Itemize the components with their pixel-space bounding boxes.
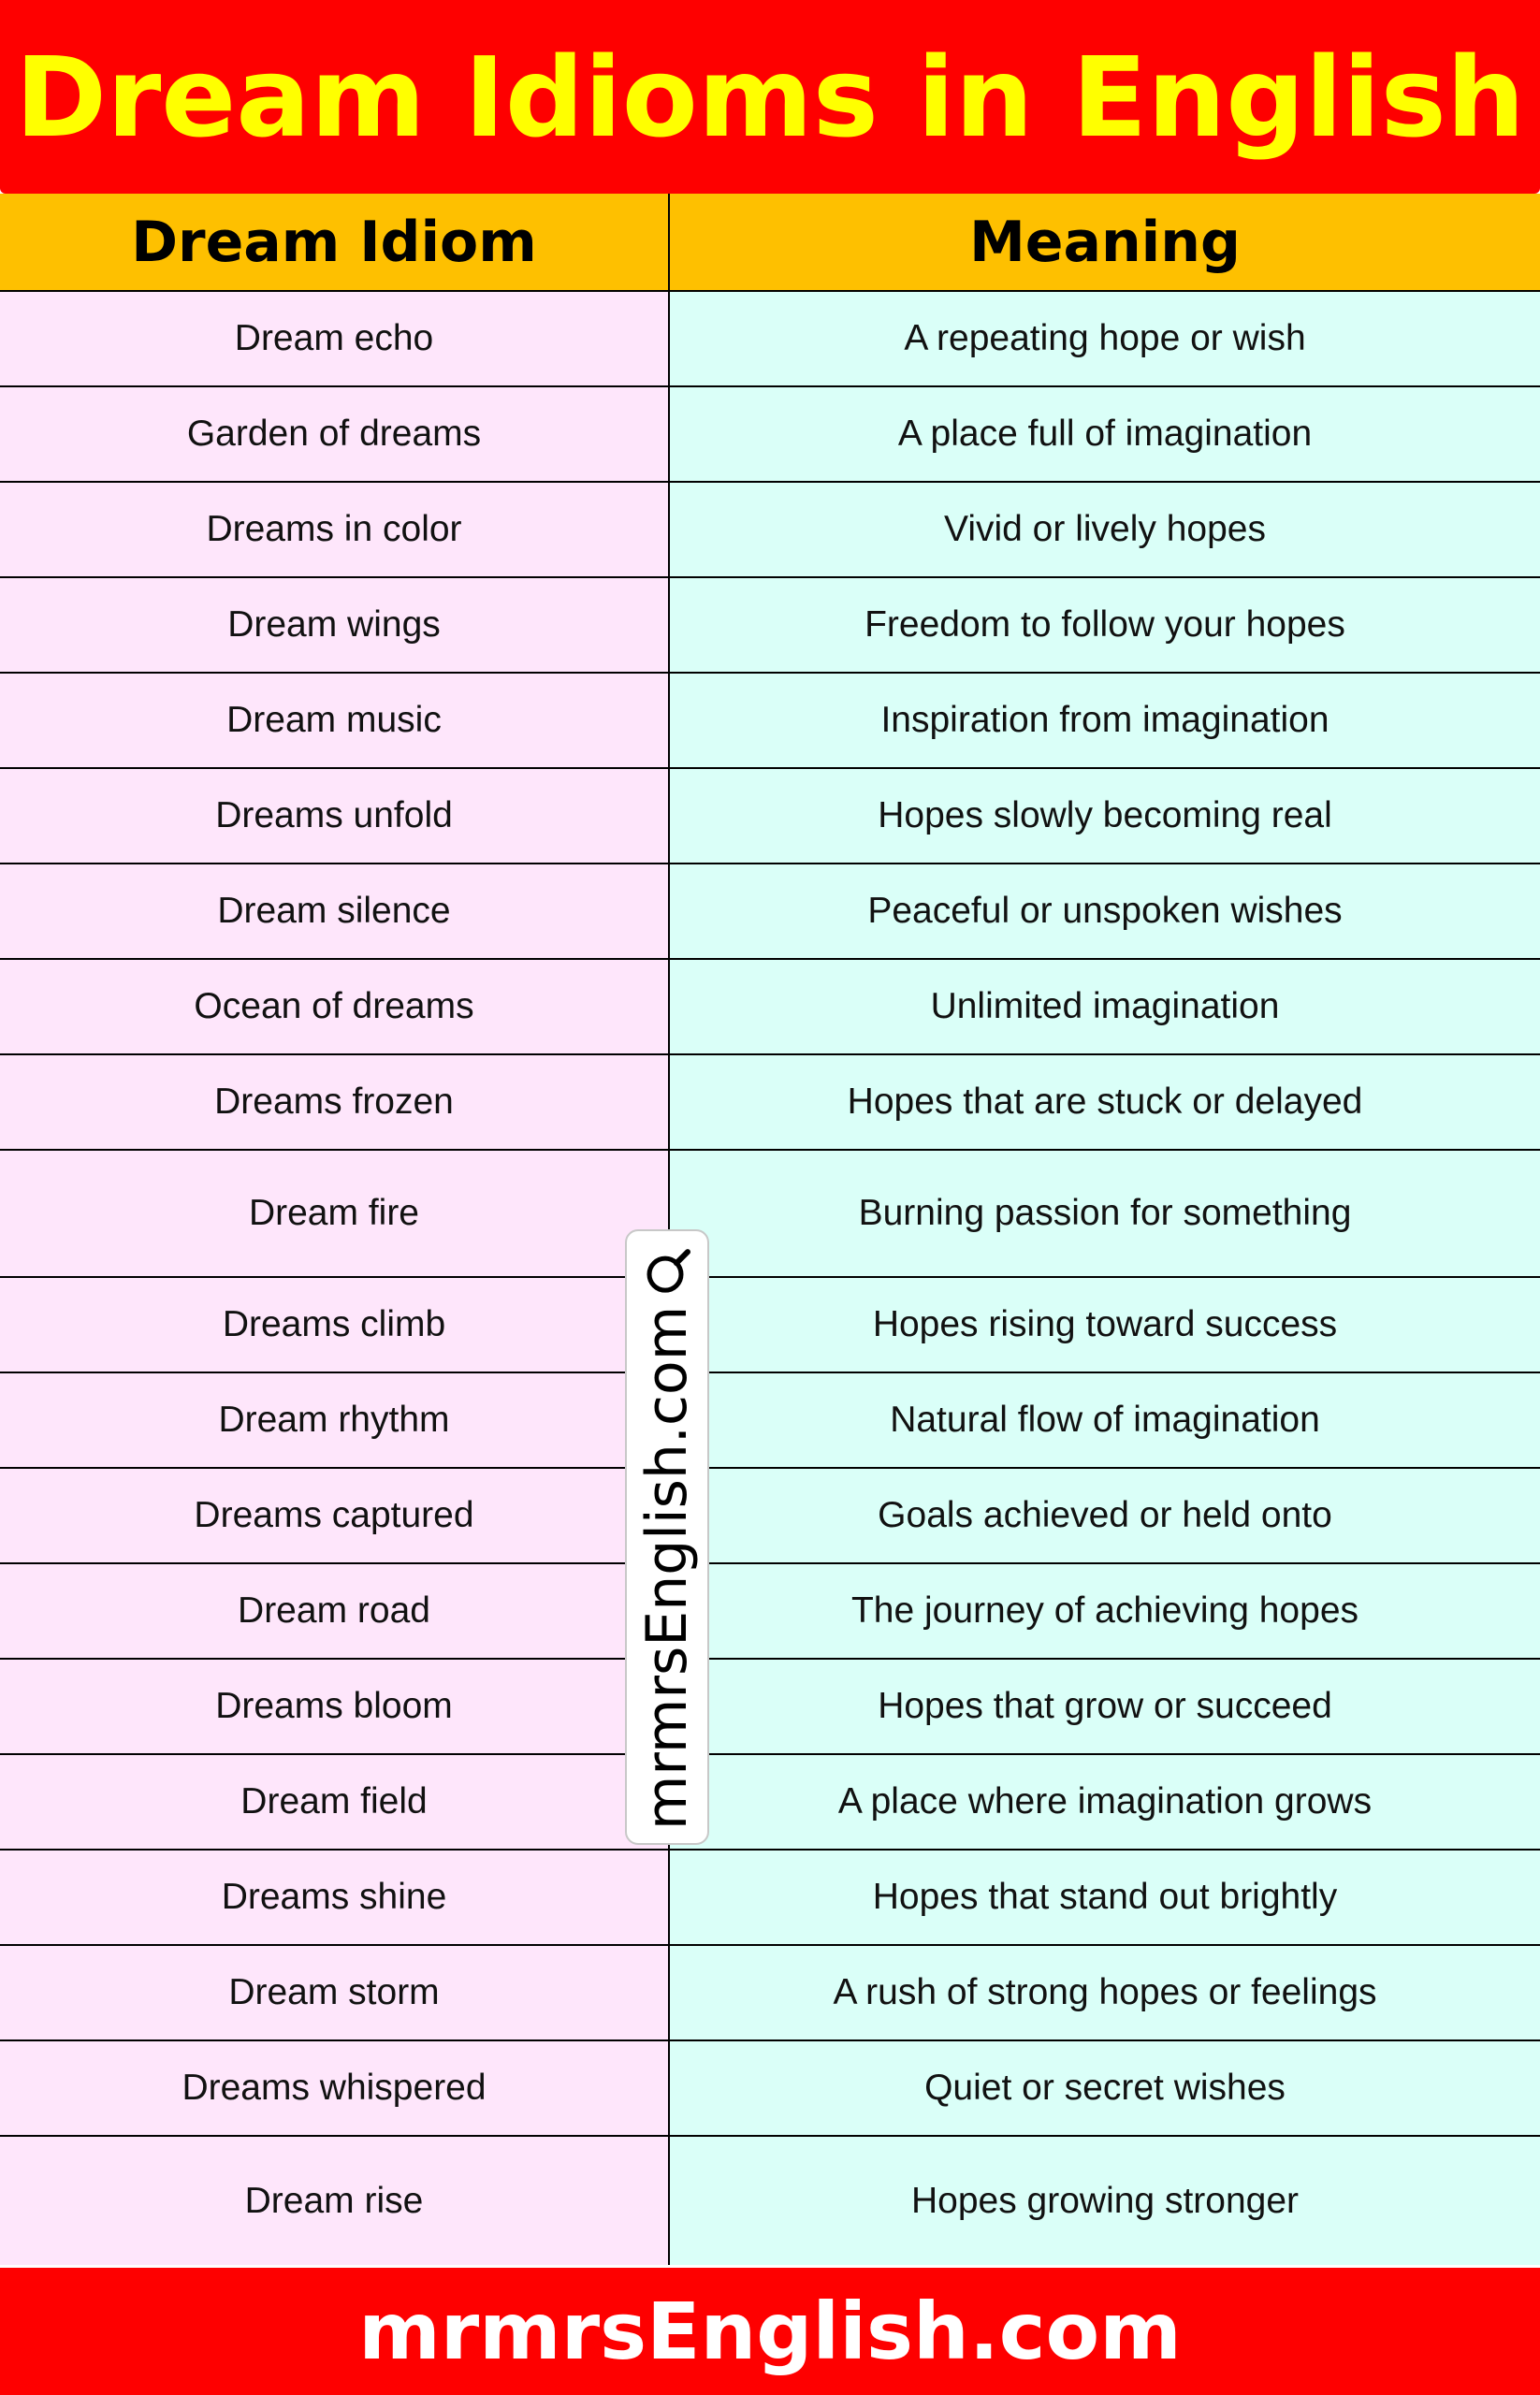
idiom-cell: Dream music [0, 673, 669, 768]
meaning-cell: Vivid or lively hopes [669, 482, 1540, 577]
table-header-row [0, 194, 1540, 291]
idiom-cell: Dream fire [0, 1150, 669, 1277]
table-row [0, 1468, 1540, 1563]
table-row [0, 959, 1540, 1054]
meaning-cell: Hopes that stand out brightly [669, 1850, 1540, 1945]
meaning-cell: A place full of imagination [669, 386, 1540, 482]
table-row [0, 1659, 1540, 1754]
table-row [0, 768, 1540, 864]
meaning-cell: A repeating hope or wish [669, 291, 1540, 386]
table-row [0, 577, 1540, 673]
idiom-cell: Garden of dreams [0, 386, 669, 482]
watermark [625, 1229, 709, 1845]
meaning-cell: Freedom to follow your hopes [669, 577, 1540, 673]
idiom-cell: Dreams unfold [0, 768, 669, 864]
table-row [0, 1850, 1540, 1945]
idiom-cell: Dream storm [0, 1945, 669, 2040]
table-row [0, 482, 1540, 577]
idiom-cell: Dreams whispered [0, 2040, 669, 2136]
meaning-cell: Quiet or secret wishes [669, 2040, 1540, 2136]
idiom-cell: Dreams bloom [0, 1659, 669, 1754]
table-row [0, 1372, 1540, 1468]
table-row [0, 1150, 1540, 1277]
idiom-cell: Ocean of dreams [0, 959, 669, 1054]
table-row [0, 1945, 1540, 2040]
meaning-cell: Inspiration from imagination [669, 673, 1540, 768]
footer-banner [0, 2268, 1540, 2395]
meaning-cell: Hopes growing stronger [669, 2136, 1540, 2265]
column-header-meaning: Meaning [669, 194, 1540, 291]
table-row [0, 2040, 1540, 2136]
footer-website: mrmrsEnglish.com [358, 2286, 1182, 2377]
meaning-cell: Goals achieved or held onto [669, 1468, 1540, 1563]
meaning-cell: Burning passion for something [669, 1150, 1540, 1277]
idiom-cell: Dream field [0, 1754, 669, 1850]
meaning-cell: Unlimited imagination [669, 959, 1540, 1054]
idiom-cell: Dreams shine [0, 1850, 669, 1945]
idiom-cell: Dreams captured [0, 1468, 669, 1563]
meaning-cell: Hopes slowly becoming real [669, 768, 1540, 864]
idiom-cell: Dream silence [0, 864, 669, 959]
search-icon [641, 1244, 693, 1297]
table-body [0, 291, 1540, 2265]
table-row [0, 386, 1540, 482]
idiom-cell: Dream wings [0, 577, 669, 673]
idiom-cell: Dream rhythm [0, 1372, 669, 1468]
idiom-cell: Dream road [0, 1563, 669, 1659]
table-row [0, 1277, 1540, 1372]
watermark-text: mrmrsEnglish.com [634, 1305, 700, 1831]
column-header-idiom: Dream Idiom [0, 194, 669, 291]
meaning-cell: Natural flow of imagination [669, 1372, 1540, 1468]
idiom-cell: Dream echo [0, 291, 669, 386]
meaning-cell: Peaceful or unspoken wishes [669, 864, 1540, 959]
page-title: Dream Idioms in English [15, 32, 1525, 162]
table-row [0, 1563, 1540, 1659]
meaning-cell: A place where imagination grows [669, 1754, 1540, 1850]
table-row [0, 864, 1540, 959]
title-banner [0, 0, 1540, 194]
table-row [0, 2136, 1540, 2265]
meaning-cell: Hopes that grow or succeed [669, 1659, 1540, 1754]
meaning-cell: A rush of strong hopes or feelings [669, 1945, 1540, 2040]
table-row [0, 1754, 1540, 1850]
idioms-table [0, 194, 1540, 2265]
meaning-cell: The journey of achieving hopes [669, 1563, 1540, 1659]
table-row [0, 1054, 1540, 1150]
idiom-cell: Dreams frozen [0, 1054, 669, 1150]
meaning-cell: Hopes that are stuck or delayed [669, 1054, 1540, 1150]
watermark-content [634, 1244, 700, 1830]
table-row [0, 673, 1540, 768]
meaning-cell: Hopes rising toward success [669, 1277, 1540, 1372]
table-row [0, 291, 1540, 386]
idiom-cell: Dream rise [0, 2136, 669, 2265]
idiom-cell: Dreams climb [0, 1277, 669, 1372]
idiom-cell: Dreams in color [0, 482, 669, 577]
